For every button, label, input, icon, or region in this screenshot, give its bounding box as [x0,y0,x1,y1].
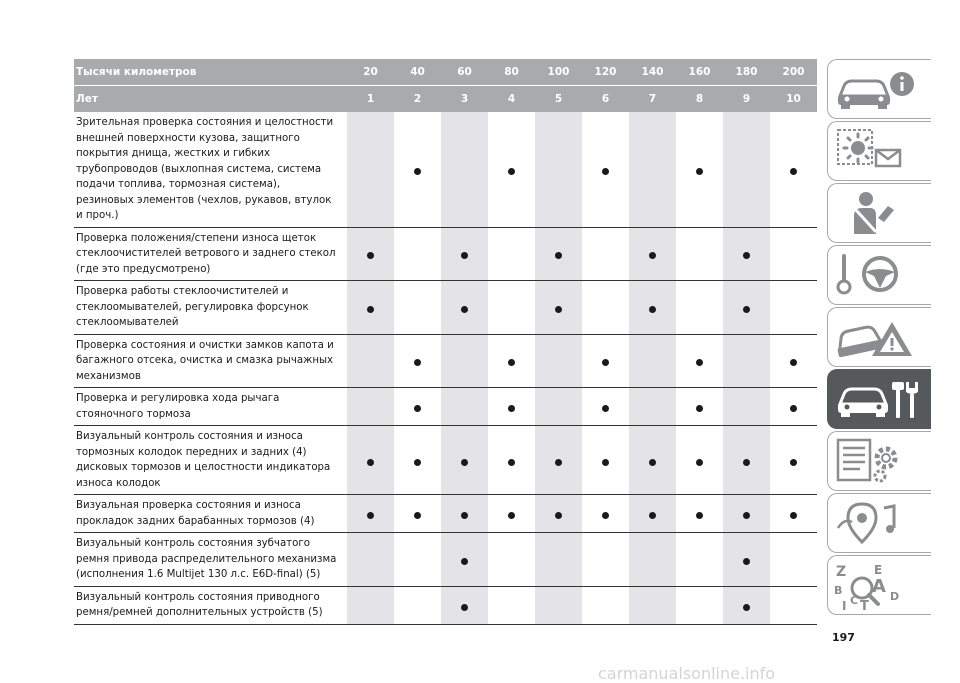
schedule-row [74,533,817,587]
multimedia-icon [832,498,922,548]
check-dot-icon [461,604,468,611]
schedule-row [74,495,817,533]
tab-starting-driving[interactable] [827,245,931,305]
check-dot-icon [649,512,656,519]
km-header-value: 100 [535,59,582,86]
interval-cell [394,112,441,227]
check-dot-icon [790,512,797,519]
interval-cell [441,112,488,227]
interval-cell [770,495,817,533]
check-dot-icon [649,459,656,466]
interval-cell [394,227,441,281]
interval-cell [582,586,629,624]
check-dot-icon [743,558,750,565]
task-description: Визуальная проверка состояния и износа прокладок задних барабанных тормозов (4) [74,495,347,533]
km-header-label: Тысячи километров [74,59,347,86]
check-dot-icon [555,252,562,259]
interval-cell [347,388,394,426]
interval-cell [347,112,394,227]
interval-cell [770,388,817,426]
schedule-row [74,112,817,227]
check-dot-icon [743,459,750,466]
alphabetical-index-icon [832,560,922,616]
interval-cell [441,334,488,388]
interval-cell [582,388,629,426]
check-dot-icon [743,306,750,313]
interval-cell [629,334,676,388]
check-dot-icon [461,306,468,313]
task-description: Проверка и регулировка хода рычага стояночного тормоза [74,388,347,426]
years-header-value: 10 [770,86,817,113]
km-header-row [74,59,817,86]
interval-cell [394,426,441,495]
interval-cell [723,586,770,624]
interval-cell [535,495,582,533]
km-header-value: 140 [629,59,676,86]
check-dot-icon [461,252,468,259]
interval-cell [629,533,676,587]
check-dot-icon [461,459,468,466]
interval-cell [441,586,488,624]
interval-cell [582,281,629,335]
check-dot-icon [790,459,797,466]
check-dot-icon [790,359,797,366]
interval-cell [676,533,723,587]
interval-cell [394,533,441,587]
schedule-row [74,586,817,624]
schedule-row [74,388,817,426]
check-dot-icon [461,512,468,519]
interval-cell [441,426,488,495]
check-dot-icon [602,405,609,412]
schedule-row [74,334,817,388]
interval-cell [535,533,582,587]
index-letter-e: E [874,563,883,577]
check-dot-icon [743,604,750,611]
interval-cell [535,334,582,388]
check-dot-icon [367,459,374,466]
interval-cell [347,426,394,495]
task-description: Визуальный контроль состояния и износа тормозных колодок передних и задних (4) дисковых тормозов и целостности индикатора износа колодок [74,426,347,495]
maintenance-schedule-table [74,59,817,625]
task-description: Проверка работы стеклоочистителей и стеклоомывателей, регулировка форсунок стеклоомывателей [74,281,347,335]
index-letter-t: T [860,599,869,614]
interval-cell [582,334,629,388]
interval-cell [347,281,394,335]
interval-cell [535,388,582,426]
check-dot-icon [602,459,609,466]
index-letter-b: B [834,584,843,597]
check-dot-icon [555,512,562,519]
interval-cell [723,388,770,426]
watermark: carmanualsonline.info [598,664,776,683]
interval-cell [488,586,535,624]
interval-cell [488,334,535,388]
interval-cell [676,112,723,227]
interval-cell [676,388,723,426]
check-dot-icon [743,252,750,259]
interval-cell [629,227,676,281]
task-description: Визуальный контроль состояния приводного ремня/ремней дополнительных устройств (5) [74,586,347,624]
interval-cell [676,586,723,624]
index-letter-a: A [872,576,886,597]
interval-cell [488,426,535,495]
tab-car-maintenance[interactable] [827,369,931,429]
check-dot-icon [602,512,609,519]
interval-cell [347,227,394,281]
interval-cell [723,334,770,388]
interval-cell [770,586,817,624]
interval-cell [723,227,770,281]
years-header-label: Лет [74,86,347,113]
interval-cell [723,281,770,335]
check-dot-icon [743,512,750,519]
interval-cell [629,281,676,335]
tab-car-info[interactable] [827,59,931,119]
km-header-value: 20 [347,59,394,86]
interval-cell [629,112,676,227]
interval-cell [535,281,582,335]
check-dot-icon [367,306,374,313]
interval-cell [347,586,394,624]
years-header-value: 2 [394,86,441,113]
interval-cell [629,426,676,495]
interval-cell [723,112,770,227]
interval-cell [676,426,723,495]
schedule-row [74,426,817,495]
check-dot-icon [790,168,797,175]
km-header-value: 80 [488,59,535,86]
task-description: Зрительная проверка состояния и целостности внешней поверхности кузова, защитного покрытия днища, жестких и гибких трубопроводов (выхлопная система, система подачи топлива, тормозная система), резиновых элементов (чехлов, рукавов, втулок и проч.) [74,112,347,227]
interval-cell [629,388,676,426]
km-header-value: 60 [441,59,488,86]
task-description: Визуальный контроль состояния зубчатого ремня привода распределительного механизма (исполнения 1.6 Multijet 130 л.с. E6D-final) (5) [74,533,347,587]
tab-multimedia[interactable] [827,493,931,553]
car-maintenance-icon [832,374,922,424]
interval-cell [394,281,441,335]
years-header-value: 8 [676,86,723,113]
check-dot-icon [508,168,515,175]
check-dot-icon [696,359,703,366]
interval-cell [347,334,394,388]
interval-cell [582,227,629,281]
check-dot-icon [414,405,421,412]
km-header-value: 200 [770,59,817,86]
check-dot-icon [696,405,703,412]
interval-cell [441,388,488,426]
car-info-icon [832,64,922,114]
years-header-value: 3 [441,86,488,113]
schedule-row [74,281,817,335]
interval-cell [488,112,535,227]
check-dot-icon [508,459,515,466]
check-dot-icon [414,168,421,175]
interval-cell [441,227,488,281]
years-header-value: 1 [347,86,394,113]
years-header-value: 4 [488,86,535,113]
interval-cell [535,227,582,281]
interval-cell [394,388,441,426]
tab-warning-lights[interactable] [827,121,931,181]
index-letter-c: C [850,594,859,607]
interval-cell [770,281,817,335]
check-dot-icon [367,512,374,519]
check-dot-icon [696,168,703,175]
interval-cell [535,586,582,624]
check-dot-icon [414,359,421,366]
check-dot-icon [414,459,421,466]
years-header-row [74,86,817,113]
warning-lights-icon [832,126,922,176]
interval-cell [535,112,582,227]
interval-cell [770,334,817,388]
interval-cell [488,533,535,587]
tab-alphabetical-index[interactable] [827,555,931,615]
task-description: Проверка положения/степени износа щеток стеклоочистителей ветрового и заднего стекол (где это предусмотрено) [74,227,347,281]
check-dot-icon [602,359,609,366]
km-header-value: 180 [723,59,770,86]
interval-cell [629,586,676,624]
interval-cell [582,495,629,533]
interval-cell [441,533,488,587]
check-dot-icon [649,306,656,313]
schedule-row [74,227,817,281]
interval-cell [535,426,582,495]
interval-cell [394,495,441,533]
years-header-value: 5 [535,86,582,113]
interval-cell [347,495,394,533]
interval-cell [582,112,629,227]
interval-cell [676,281,723,335]
interval-cell [394,586,441,624]
interval-cell [488,388,535,426]
check-dot-icon [696,459,703,466]
check-dot-icon [696,512,703,519]
check-dot-icon [508,405,515,412]
interval-cell [770,112,817,227]
interval-cell [629,495,676,533]
index-letter-z: Z [836,564,847,580]
interval-cell [770,533,817,587]
steering-wheel-key-icon [832,250,922,300]
check-dot-icon [414,512,421,519]
index-letter-d: D [890,590,900,603]
specifications-gear-icon [832,436,922,486]
check-dot-icon [508,359,515,366]
tab-seat-safety[interactable] [827,183,931,243]
interval-cell [676,227,723,281]
interval-cell [676,495,723,533]
interval-cell [723,495,770,533]
check-dot-icon [555,306,562,313]
interval-cell [441,281,488,335]
interval-cell [394,334,441,388]
tab-emergency[interactable] [827,307,931,367]
index-letter-i: I [842,599,847,613]
years-header-value: 6 [582,86,629,113]
check-dot-icon [649,252,656,259]
interval-cell [582,533,629,587]
interval-cell [488,227,535,281]
emergency-icon [832,312,922,362]
task-description: Проверка состояния и очистки замков капота и багажного отсека, очистка и смазка рычажных механизмов [74,334,347,388]
check-dot-icon [367,252,374,259]
interval-cell [488,495,535,533]
km-header-value: 120 [582,59,629,86]
interval-cell [723,533,770,587]
check-dot-icon [790,405,797,412]
tab-technical-specifications[interactable] [827,431,931,491]
chapter-tabs [827,59,931,616]
interval-cell [770,426,817,495]
interval-cell [347,533,394,587]
interval-cell [676,334,723,388]
interval-cell [723,426,770,495]
interval-cell [770,227,817,281]
check-dot-icon [602,168,609,175]
check-dot-icon [508,512,515,519]
page-number: 197 [832,631,855,644]
check-dot-icon [461,558,468,565]
km-header-value: 40 [394,59,441,86]
interval-cell [441,495,488,533]
years-header-value: 7 [629,86,676,113]
interval-cell [582,426,629,495]
interval-cell [488,281,535,335]
seat-safety-icon [832,188,922,238]
years-header-value: 9 [723,86,770,113]
km-header-value: 160 [676,59,723,86]
check-dot-icon [555,459,562,466]
